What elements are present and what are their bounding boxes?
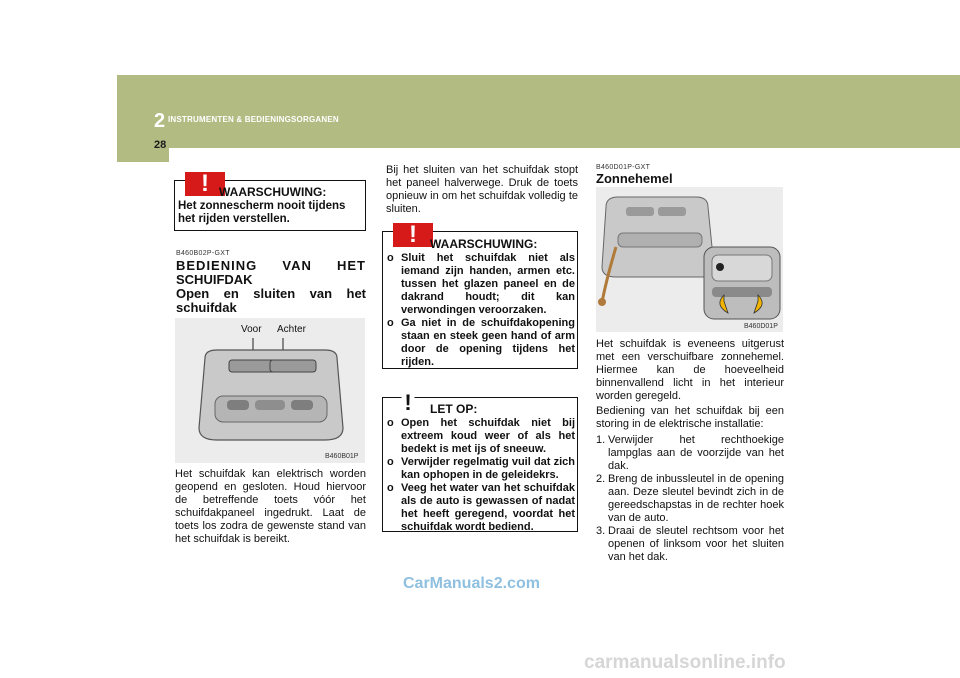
sunroof-paragraph: Het schuifdak kan elektrisch worden geopend en gesloten. Houd hiervoor de betreffende toets vóór het schuifdakpaneel ingedrukt. Laat de toets los zodra de gewenste stand van het schuifdak is bereikt. [175,468,366,545]
intro-paragraph: Bij het sluiten van het schuifdak stopt het paneel halverwege. Druk de toets opnieuw in om het schuifdak volledig te sluiten. [386,164,578,215]
heading-line-2: SCHUIFDAK [176,272,253,287]
section-heading [176,259,366,315]
caution-title: LET OP: [430,402,478,416]
emergency-key-illustration [596,187,783,332]
section-code: B460B02P-GXT [176,250,230,257]
caution-item: o Open het schuifdak niet bij extreem koud weer of als het bedekt is met ijs of sneeuw. [387,417,575,455]
heading-line-3: Open en sluiten van het [176,286,366,301]
caution-item: o Verwijder regelmatig vuil dat zich kan ophopen in de geleidekrs. [387,456,575,481]
sunshade-photo [596,187,783,332]
step-item: 1. Verwijder het rechthoekige lampglas aan de voorzijde van het dak. [596,434,784,472]
heading-line-1: BEDIENING VAN HET [176,258,366,273]
warning-text: Het zonnescherm nooit tijdens het rijden verstellen. [178,200,346,225]
warning-item: o Ga niet in de schuifdakopening staan en steek geen hand of arm door de opening tijdens het rijden. [387,317,575,368]
exclamation-icon: ! [393,223,433,247]
watermark-carmanualsonline: carmanualsonline.info [584,652,786,673]
section-code: B460D01P-GXT [596,164,651,171]
warning-item: o Sluit het schuifdak niet als iemand zijn handen, armen etc. tussen het glazen paneel en de dakrand houdt; dit kan verwondingen veroorzaken. [387,252,575,316]
caution-list [387,417,575,534]
exclamation-icon: ! [185,172,225,196]
header-band [117,75,960,148]
step-item: 2. Breng de inbussleutel in de opening aan. Deze sleutel bevindt zich in de gereedschapstas in de rechter hoek van de auto. [596,473,784,524]
caution-box [382,390,578,533]
warning-list [387,252,575,369]
manual-steps-list [596,434,784,564]
heading-line-4: schuifdak [176,300,237,315]
sunroof-switch-photo [175,318,365,463]
sunshade-paragraph-2: Bediening van het schuifdak bij een storing in de elektrische installatie: [596,405,784,430]
warning-title: WAARSCHUWING: [219,185,327,199]
photo-code: B460B01P [325,453,359,460]
photo-label-achter: Achter [277,324,306,335]
svg-text:!: ! [404,390,412,414]
warning-box-middle [382,221,578,369]
watermark-carmanuals2: CarManuals2.com [403,575,540,592]
warning-box-top [174,170,366,231]
step-item: 3. Draai de sleutel rechtsom voor het openen of linksom voor het sluiten van het dak. [596,525,784,563]
overhead-console-illustration [175,318,365,463]
sunshade-paragraph-1: Het schuifdak is eveneens uitgerust met een verschuifbare zonnehemel. Hiermee kan de hoeveelheid binnenvallend licht in het interieur worden geregeld. [596,338,784,402]
chapter-title: INSTRUMENTEN & BEDIENINGSORGANEN [168,115,339,124]
chapter-number: 2 [154,110,166,132]
section-heading: Zonnehemel [596,171,673,186]
caution-item: o Veeg het water van het schuifdak als de auto is gewassen of nadat het heeft geregend, voordat het schuifdak wordt bediend. [387,482,575,533]
photo-label-voor: Voor [241,324,262,335]
page-number: 28 [154,139,167,151]
caution-triangle-icon [391,386,425,414]
photo-code: B460D01P [744,323,778,330]
warning-title: WAARSCHUWING: [430,237,538,251]
